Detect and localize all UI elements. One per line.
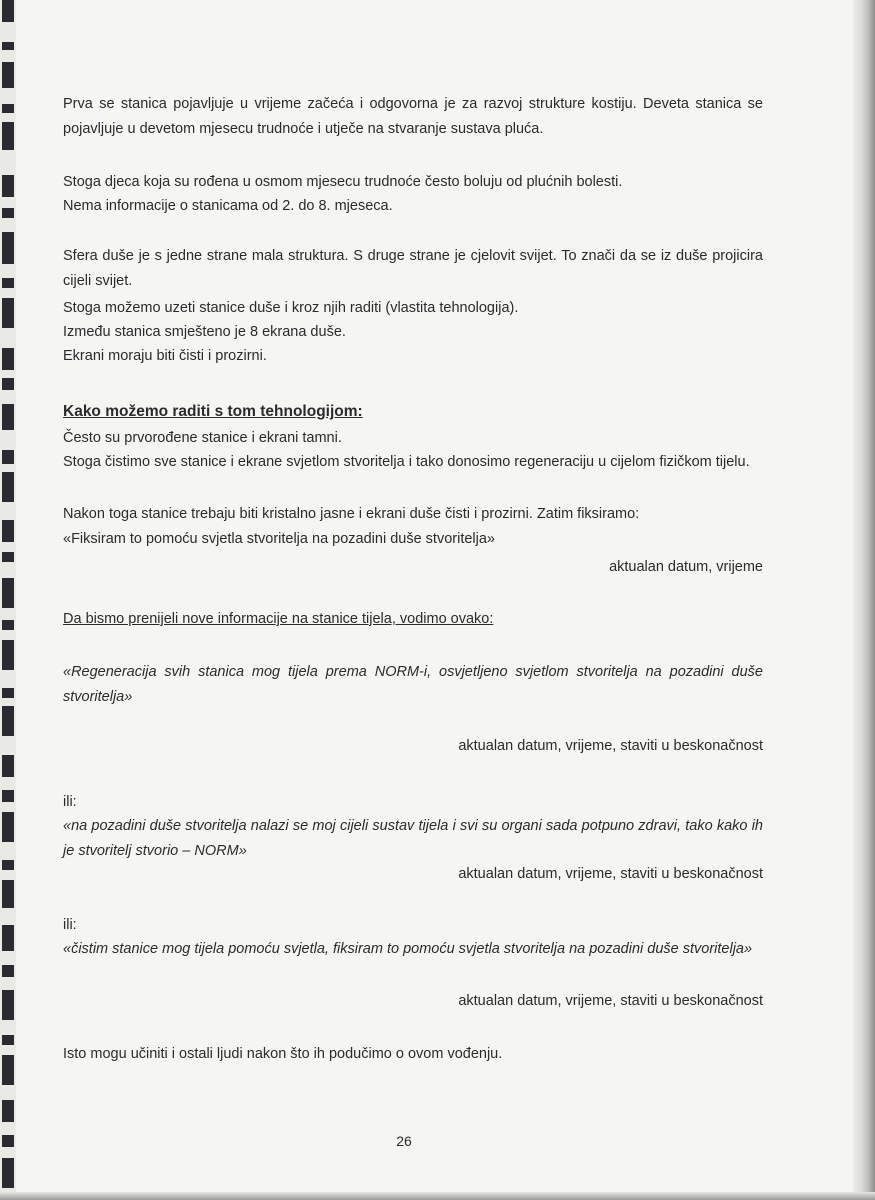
signoff: aktualan datum, vrijeme, staviti u beskonačnost <box>458 866 763 882</box>
paragraph: Između stanica smješteno je 8 ekrana duše. <box>63 324 346 340</box>
section-heading: Da bismo prenijeli nove informacije na stanice tijela, vodimo ovako: <box>63 611 494 627</box>
separator-text: ili: <box>63 794 77 810</box>
binding-strip <box>0 0 16 1200</box>
quote: «Fiksiram to pomoću svjetla stvoritelja na pozadini duše stvoritelja» <box>63 531 495 547</box>
section-heading: Kako možemo raditi s tom tehnologijom: <box>63 403 363 420</box>
paragraph: Stoga možemo uzeti stanice duše i kroz njih raditi (vlastita tehnologija). <box>63 300 519 316</box>
paragraph: Nakon toga stanice trebaju biti kristalno jasne i ekrani duše čisti i prozirni. Zatim fiksiramo: <box>63 506 640 522</box>
paragraph: Nema informacije o stanicama od 2. do 8. mjeseca. <box>63 198 393 214</box>
signoff: aktualan datum, vrijeme, staviti u beskonačnost <box>458 738 763 754</box>
page-edge-right <box>853 0 875 1200</box>
paragraph: Stoga djeca koja su rođena u osmom mjesecu trudnoće često boluju od plućnih bolesti. <box>63 174 623 190</box>
paragraph: Isto mogu učiniti i ostali ljudi nakon što ih podučimo o ovom vođenju. <box>63 1046 503 1062</box>
paragraph: Često su prvorođene stanice i ekrani tamni. <box>63 430 342 446</box>
signoff: aktualan datum, vrijeme, staviti u beskonačnost <box>458 993 763 1009</box>
paragraph: Prva se stanica pojavljuje u vrijeme začeća i odgovorna je za razvoj strukture kostiju. Deveta stanica se pojavljuje u devetom mjesecu trudnoće i utječe na stvaranje sustava pluća. <box>63 96 763 137</box>
paragraph: Sfera duše je s jedne strane mala struktura. S druge strane je cjelovit svijet. To znači da se iz duše projicira cijeli svijet. <box>63 248 763 289</box>
quote: «na pozadini duše stvoritelja nalazi se moj cijeli sustav tijela i svi su organi sada potpuno zdravi, tako kako ih je stvoritelj stvorio – NORM» <box>63 818 763 859</box>
paragraph: Stoga čistimo sve stanice i ekrane svjetlom stvoritelja i tako donosimo regeneraciju u cijelom fizičkom tijelu. <box>63 454 750 470</box>
quote: «čistim stanice mog tijela pomoću svjetla, fiksiram to pomoću svjetla stvoritelja na pozadini duše stvoritelja» <box>63 941 753 957</box>
paragraph: Ekrani moraju biti čisti i prozirni. <box>63 348 267 364</box>
quote: «Regeneracija svih stanica mog tijela prema NORM-i, osvjetljeno svjetlom stvoritelja na pozadini duše stvoritelja» <box>63 664 763 705</box>
page-edge-bottom <box>0 1192 875 1200</box>
signoff: aktualan datum, vrijeme <box>609 559 763 575</box>
page-number: 26 <box>396 1133 412 1149</box>
separator-text: ili: <box>63 917 77 933</box>
